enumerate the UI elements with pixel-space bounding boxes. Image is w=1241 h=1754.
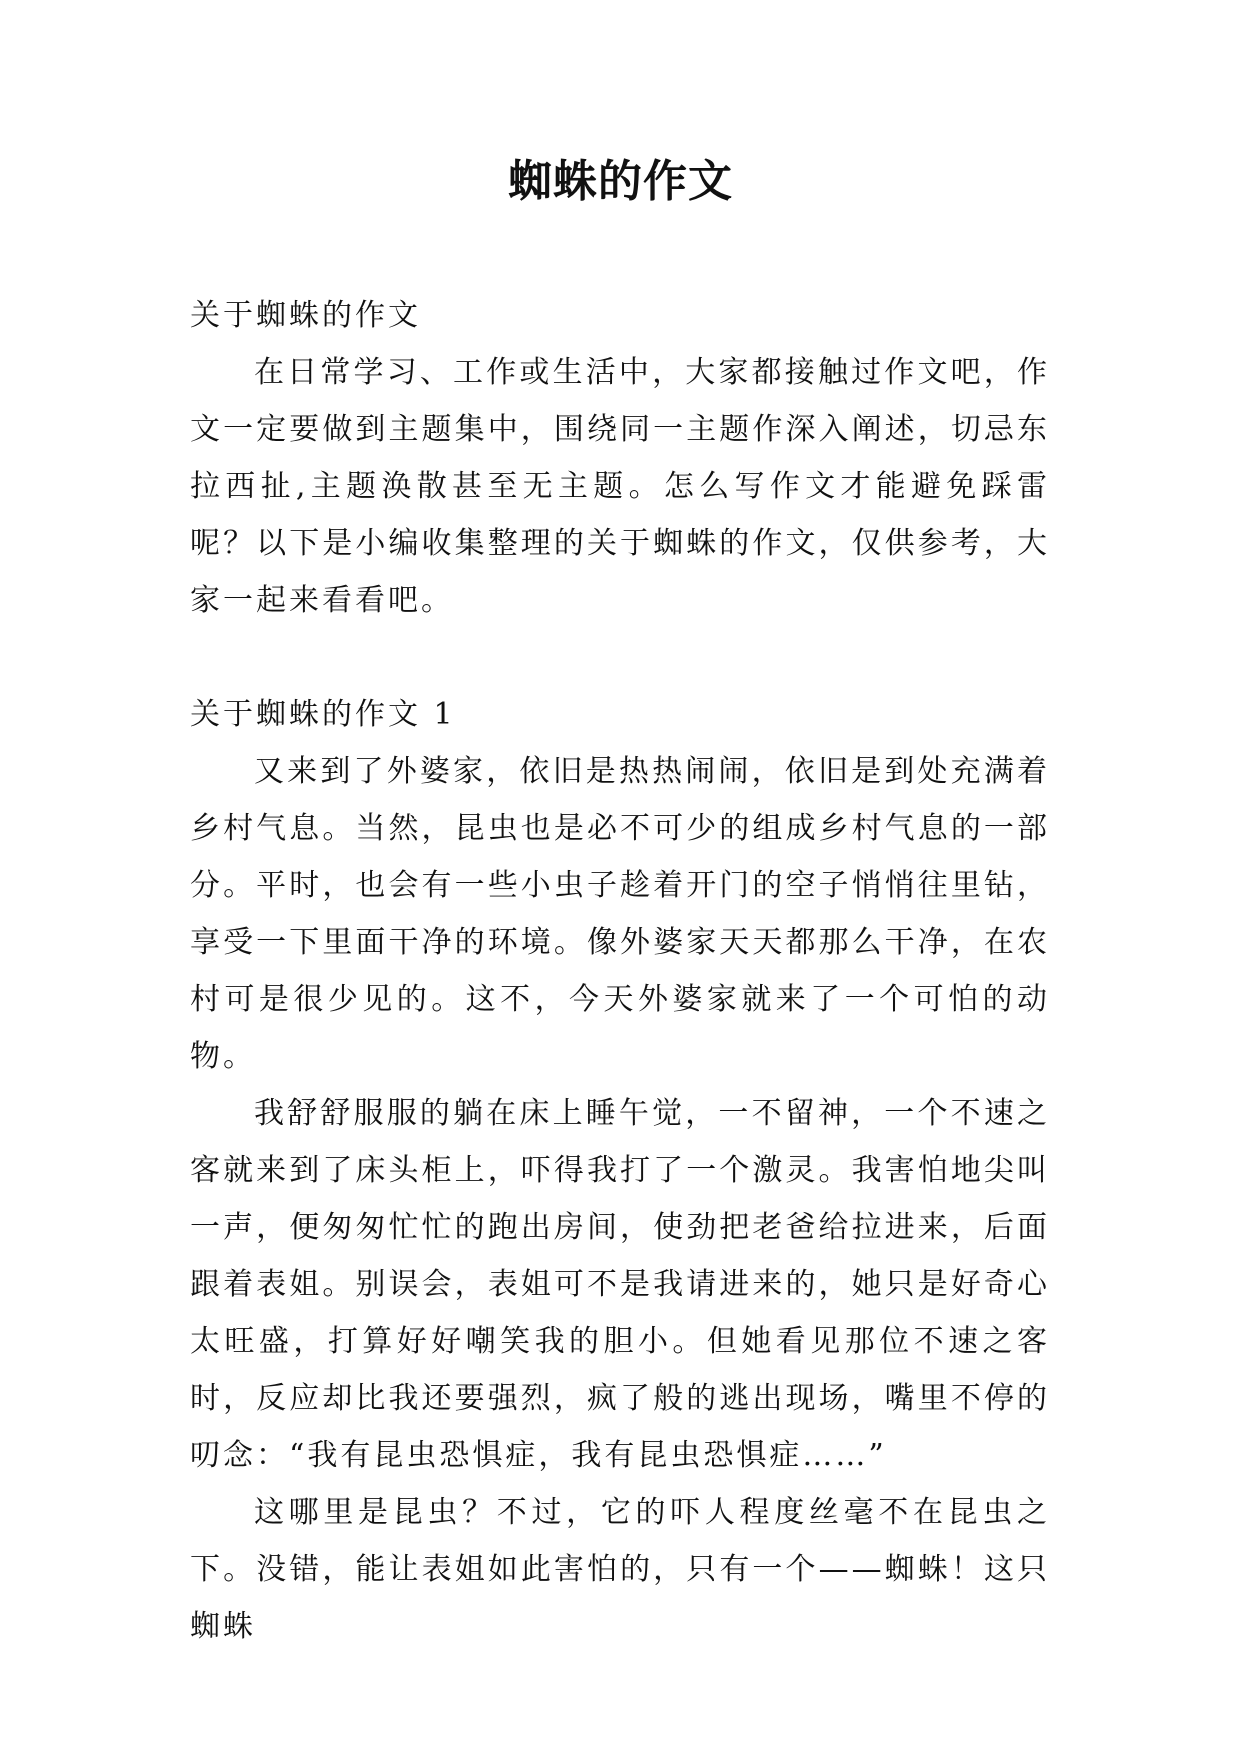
- section-spacer: [190, 629, 1050, 686]
- document-title: 蜘蛛的作文: [508, 156, 733, 207]
- document-body: [190, 287, 1050, 1655]
- section-1-paragraph-3: 这哪里是昆虫？不过，它的吓人程度丝毫不在昆虫之下。没错，能让表姐如此害怕的，只有一个——蜘蛛！这只蜘蛛: [190, 1495, 1050, 1644]
- section-1-paragraph-2: 我舒舒服服的躺在床上睡午觉，一不留神，一个不速之客就来到了床头柜上，吓得我打了一个激灵。我害怕地尖叫一声，便匆匆忙忙的跑出房间，使劲把老爸给拉进来，后面跟着表姐。别误会，表姐可不是我请进来的，她只是好奇心太旺盛，打算好好嘲笑我的胆小。但她看见那位不速之客时，反应却比我还要强烈，疯了般的逃出现场，嘴里不停的叨念：“我有昆虫恐惧症，我有昆虫恐惧症……”: [190, 1096, 1050, 1473]
- intro-heading: 关于蜘蛛的作文: [190, 298, 421, 333]
- intro-paragraph: 在日常学习、工作或生活中，大家都接触过作文吧，作文一定要做到主题集中，围绕同一主题作深入阐述，切忌东拉西扯,主题涣散甚至无主题。怎么写作文才能避免踩雷呢？以下是小编收集整理的关于蜘蛛的作文，仅供参考，大家一起来看看吧。: [190, 355, 1050, 618]
- section-1-paragraph-1: 又来到了外婆家，依旧是热热闹闹，依旧是到处充满着乡村气息。当然，昆虫也是必不可少的组成乡村气息的一部分。平时，也会有一些小虫子趁着开门的空子悄悄往里钻，享受一下里面干净的环境。像外婆家天天都那么干净，在农村可是很少见的。这不，今天外婆家就来了一个可怕的动物。: [190, 754, 1050, 1074]
- section-1-heading: 关于蜘蛛的作文 1: [190, 697, 456, 732]
